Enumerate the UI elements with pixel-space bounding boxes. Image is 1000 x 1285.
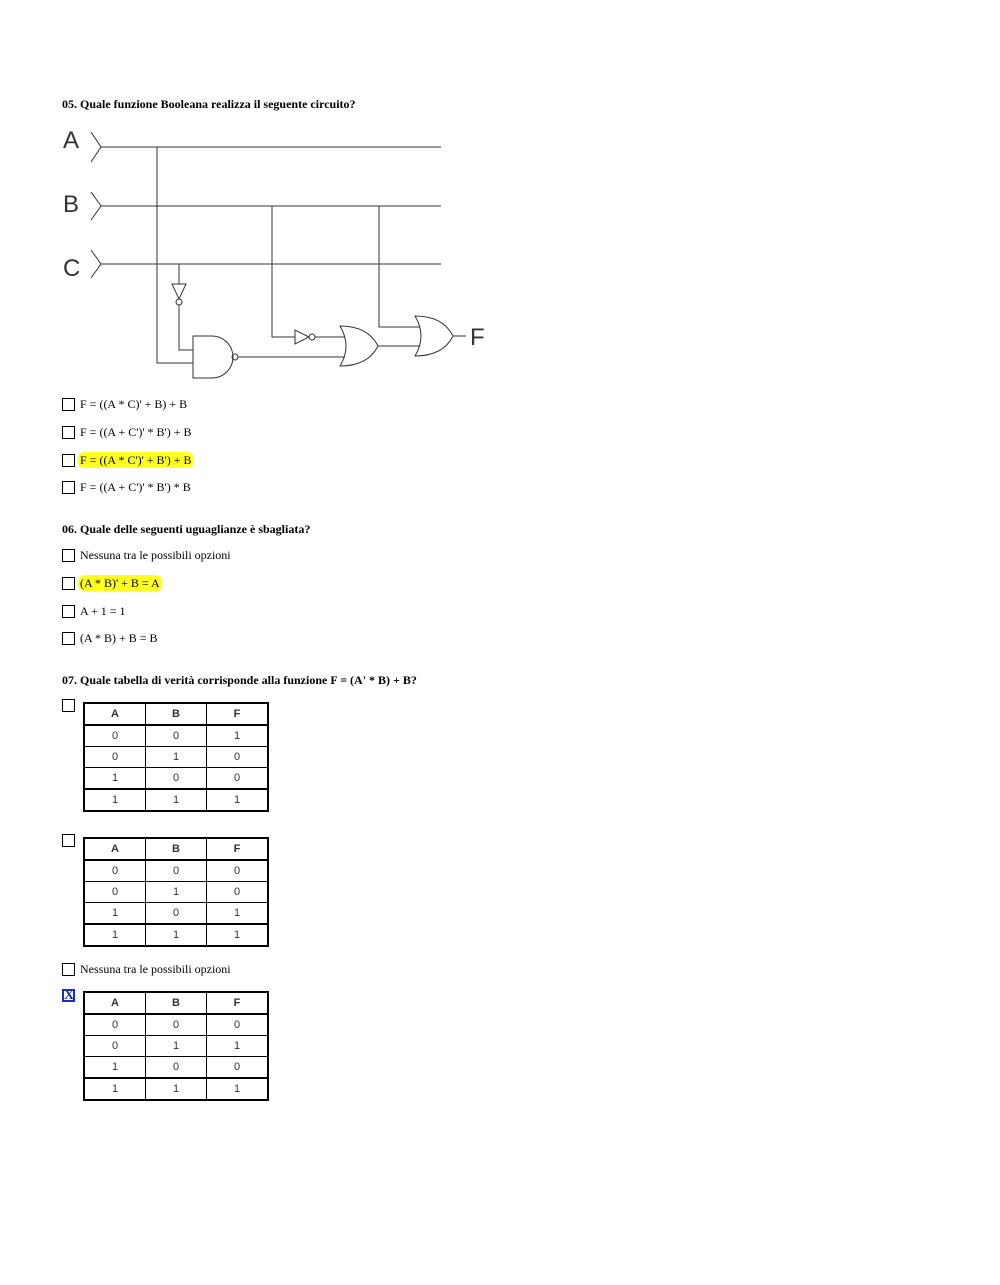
cell: 1 [207, 1036, 269, 1057]
q05-option-1[interactable] [62, 396, 189, 412]
q05-circuit-diagram [55, 120, 500, 385]
cell: 1 [146, 789, 207, 811]
header-b: B [146, 838, 207, 860]
header-b: B [146, 703, 207, 725]
cell: 0 [84, 882, 146, 903]
cell: 1 [146, 924, 207, 946]
cell: 1 [84, 1057, 146, 1079]
cell: 0 [146, 768, 207, 790]
cell: 0 [84, 1036, 146, 1057]
cell: 0 [207, 860, 269, 882]
cell: 0 [84, 1014, 146, 1036]
cell: 0 [207, 1014, 269, 1036]
header-f: F [207, 992, 269, 1014]
q06-title: 06. Quale delle seguenti uguaglianze è sbagliata? [62, 522, 311, 536]
table-row [84, 1014, 268, 1036]
q07-option-2-checkbox[interactable] [62, 834, 75, 847]
nand-gate [193, 336, 233, 378]
circuit-label-c: C [63, 255, 81, 282]
cell: 0 [84, 860, 146, 882]
input-b-chevron [91, 192, 101, 220]
or-gate-2 [415, 316, 453, 356]
option-label: F = ((A * C)' + B) + B [80, 397, 188, 411]
not-gate-c [172, 284, 186, 299]
option-label: (A * B) + B = B [80, 631, 158, 645]
cell: 1 [146, 1036, 207, 1057]
option-label-highlighted: (A * B)' + B = A [80, 576, 160, 590]
q06-option-3[interactable] [62, 603, 128, 619]
option-label: A + 1 = 1 [80, 604, 126, 618]
cell: 0 [84, 747, 146, 768]
circuit-label-a: A [63, 127, 80, 154]
table-row [84, 860, 268, 882]
q05-option-2[interactable] [62, 424, 193, 440]
cell: 1 [146, 1078, 207, 1100]
header-a: A [84, 838, 146, 860]
q06-option-1[interactable] [62, 547, 233, 563]
cell: 1 [207, 1078, 269, 1100]
q05-option-3[interactable] [62, 452, 193, 468]
q06-option-2[interactable] [62, 575, 162, 591]
q07-option-3[interactable] [62, 961, 233, 977]
option-label-highlighted: F = ((A * C')' + B') + B [80, 453, 192, 467]
header-a: A [84, 992, 146, 1014]
cell: 0 [207, 768, 269, 790]
q07-option-4-checkbox-checked[interactable]: X [64, 988, 75, 1003]
q05-title: 05. Quale funzione Booleana realizza il seguente circuito? [62, 97, 356, 111]
table-row [84, 747, 268, 768]
cell: 1 [84, 1078, 146, 1100]
header-f: F [207, 838, 269, 860]
table-row [84, 903, 268, 925]
cell: 1 [146, 747, 207, 768]
option-label: F = ((A + C')' * B') * B [80, 480, 191, 494]
cell: 0 [146, 1014, 207, 1036]
cell: 0 [207, 747, 269, 768]
cell: 0 [146, 1057, 207, 1079]
q05-option-4[interactable] [62, 479, 193, 495]
not-gate-b [295, 330, 309, 344]
cell: 1 [207, 789, 269, 811]
cell: 0 [146, 725, 207, 747]
checkbox[interactable] [62, 632, 75, 645]
cell: 1 [146, 882, 207, 903]
table-row [84, 924, 268, 946]
checkbox[interactable] [62, 398, 75, 411]
input-a-chevron [91, 132, 101, 162]
table-row [84, 1057, 268, 1079]
checkbox[interactable] [62, 577, 75, 590]
header-b: B [146, 992, 207, 1014]
table-row [84, 1036, 268, 1057]
q07-truth-table-3 [83, 991, 269, 1101]
option-label: F = ((A + C')' * B') + B [80, 425, 192, 439]
checkbox[interactable] [62, 481, 75, 494]
cell: 1 [84, 789, 146, 811]
checkbox[interactable] [62, 426, 75, 439]
cell: 1 [84, 903, 146, 925]
q06-option-4[interactable] [62, 630, 160, 646]
checkbox[interactable] [62, 454, 75, 467]
checkbox[interactable] [62, 963, 75, 976]
q07-title: 07. Quale tabella di verità corrisponde alla funzione F = (A' * B) + B? [62, 673, 417, 687]
q07-option-1-checkbox[interactable] [62, 699, 75, 712]
table-row [84, 725, 268, 747]
checkbox[interactable] [62, 549, 75, 562]
header-f: F [207, 703, 269, 725]
cell: 1 [84, 768, 146, 790]
or-gate-1 [340, 326, 378, 366]
cell: 0 [207, 882, 269, 903]
table-row [84, 882, 268, 903]
cell: 1 [84, 924, 146, 946]
option-label: Nessuna tra le possibili opzioni [80, 548, 231, 562]
checkbox[interactable] [62, 605, 75, 618]
cell: 1 [207, 924, 269, 946]
header-a: A [84, 703, 146, 725]
table-row [84, 768, 268, 790]
cell: 0 [146, 860, 207, 882]
q07-truth-table-1 [83, 702, 269, 812]
input-c-chevron [91, 250, 101, 278]
q07-truth-table-2 [83, 837, 269, 947]
table-row [84, 1078, 268, 1100]
cell: 0 [207, 1057, 269, 1079]
option-label: Nessuna tra le possibili opzioni [80, 962, 231, 976]
cell: 0 [146, 903, 207, 925]
cell: 1 [207, 903, 269, 925]
table-row [84, 789, 268, 811]
cell: 1 [207, 725, 269, 747]
circuit-label-b: B [63, 191, 80, 218]
cell: 0 [84, 725, 146, 747]
circuit-label-f: F [470, 324, 485, 351]
